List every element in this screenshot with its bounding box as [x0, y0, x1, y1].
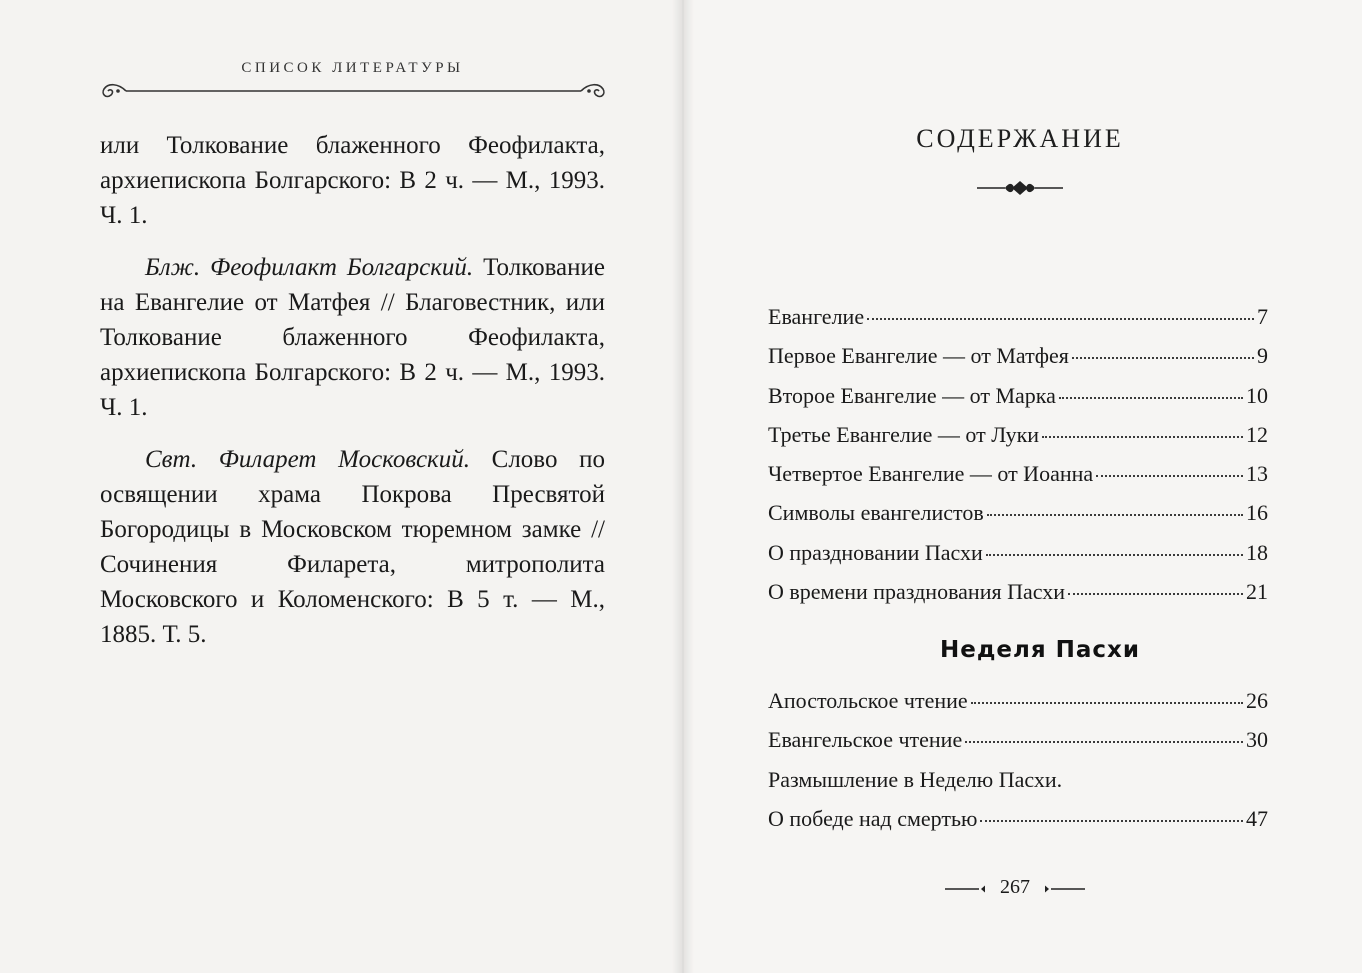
bibliography-entry — [100, 250, 605, 425]
entry-text: Слово по освящении храма Покрова Пресвятой Богородицы в Московском тюремном замке // Сочинения Филарета, митрополита Московского и Коломенского: В 5 т. — М., 1885. Т. 5. — [100, 446, 605, 648]
toc-entry[interactable]: Апостольское чтение 26 — [768, 688, 1268, 713]
bibliography-entry: или Толкование блаженного Феофилакта, архиепископа Болгарского: В 2 ч. — М., 1993. Ч. 1. — [100, 132, 605, 229]
toc-title: СОДЕРЖАНИЕ — [916, 124, 1124, 153]
toc-entry[interactable]: Евангельское чтение 30 — [768, 727, 1268, 753]
entry-text: Толкование на Евангелие от Матфея // Благовестник, или Толкование блаженного Феофилакта, архиепископа Болгарского: В 2 ч. — М., 1993. Ч. 1. — [100, 254, 606, 421]
toc-list — [768, 304, 1268, 618]
folio-dash-right-icon — [1043, 884, 1085, 894]
page-number-text: 267 — [1000, 876, 1030, 898]
toc-entry[interactable]: Четвертое Евангелие — от Иоанна 13 — [768, 461, 1268, 487]
ornamental-rule-icon — [96, 80, 611, 102]
entry-author: Блж. Феофилакт Болгарский. — [145, 254, 474, 281]
running-head: СПИСОК ЛИТЕРАТУРЫ — [241, 60, 464, 76]
page-number — [945, 876, 1085, 902]
bibliography — [100, 128, 605, 652]
toc-entry[interactable]: О времени празднования Пасхи 21 — [768, 579, 1268, 605]
toc-entry-line[interactable]: Размышление в Неделю Пасхи. — [768, 766, 1063, 792]
toc-entry[interactable]: О праздновании Пасхи 18 — [768, 539, 1268, 565]
section-heading: Неделя Пасхи — [940, 637, 1140, 663]
toc-entry[interactable]: Евангелие 7 — [768, 304, 1268, 329]
book-gutter — [672, 0, 694, 973]
ornament-icon — [975, 179, 1065, 197]
toc-entry[interactable]: О победе над смертью 47 — [768, 805, 1268, 831]
toc-entry[interactable]: Первое Евангелие — от Матфея 9 — [768, 343, 1268, 369]
toc-entry[interactable]: Третье Евангелие — от Луки 12 — [768, 421, 1268, 447]
section-toc-list — [768, 688, 1268, 845]
toc-entry[interactable]: Символы евангелистов 16 — [768, 500, 1268, 526]
toc-entry[interactable]: Второе Евангелие — от Марка 10 — [768, 382, 1268, 408]
entry-author: Свт. Филарет Московский. — [145, 446, 470, 473]
bibliography-entry — [100, 442, 605, 652]
